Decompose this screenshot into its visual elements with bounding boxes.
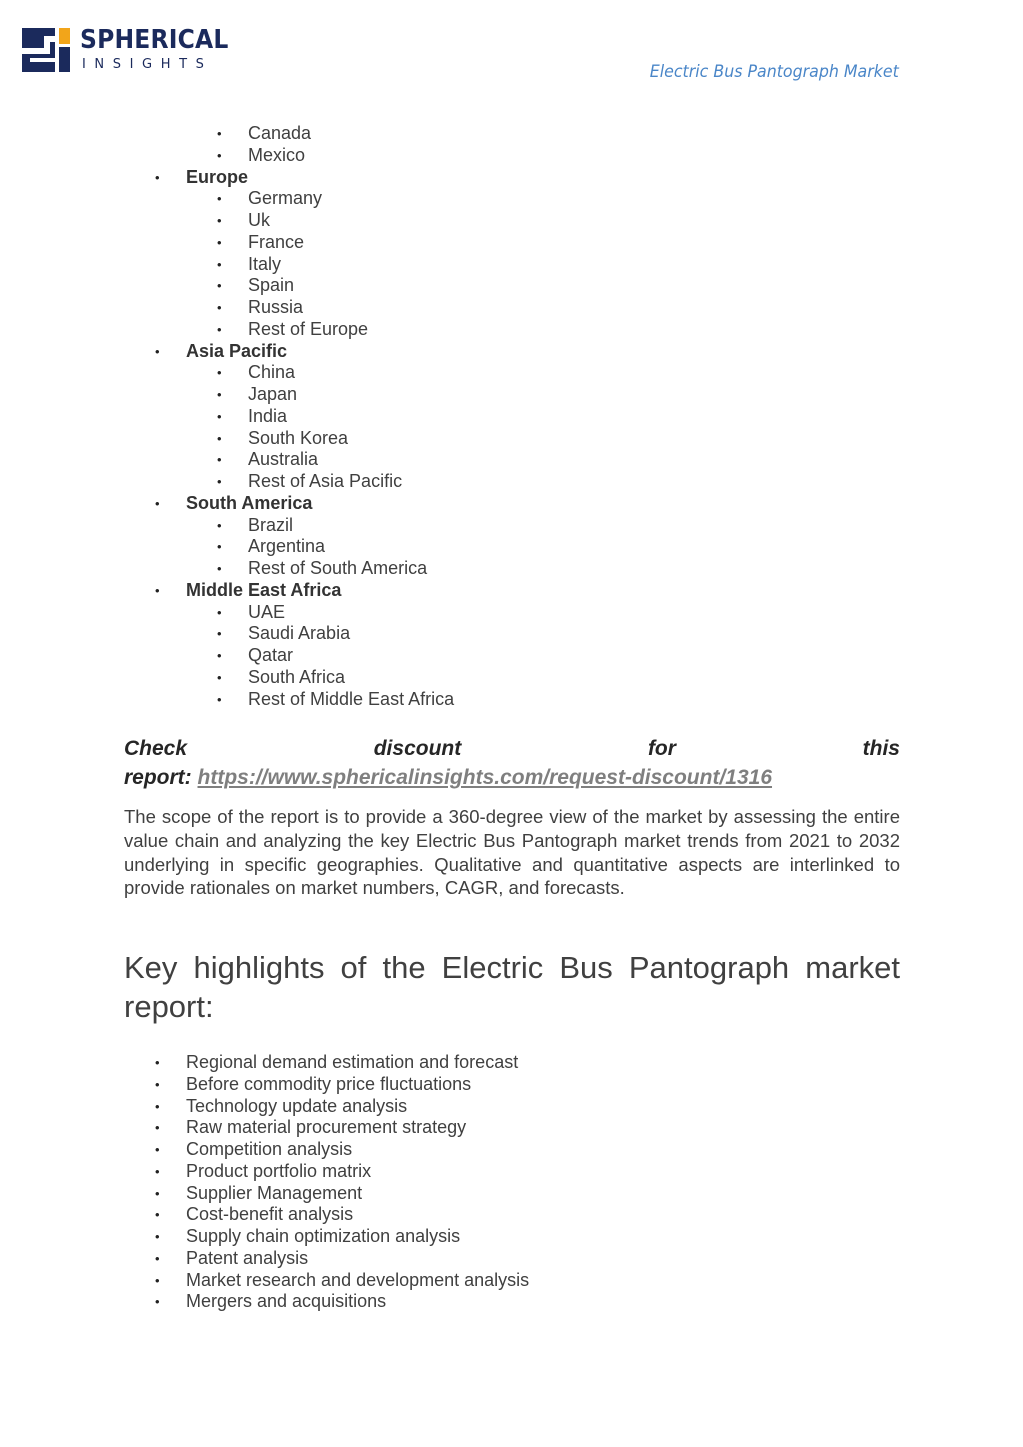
bullet-icon: • xyxy=(217,321,222,337)
country-label: Rest of Middle East Africa xyxy=(248,688,455,709)
bullet-icon: • xyxy=(217,517,222,533)
bullet-icon: • xyxy=(155,495,160,511)
discount-callout xyxy=(124,734,900,792)
bullet-icon: • xyxy=(217,213,222,228)
bullet-icon: • xyxy=(217,256,222,272)
discount-callout-line xyxy=(124,763,900,792)
highlight-list-item xyxy=(0,1052,1023,1074)
highlight-label: Regional demand estimation and forecast xyxy=(186,1052,519,1072)
country-label: Rest of Asia Pacific xyxy=(248,471,403,491)
highlight-list-item xyxy=(0,1291,1023,1313)
highlight-list-item xyxy=(0,1248,1023,1270)
highlight-list-item xyxy=(0,1270,1023,1292)
highlight-list-item xyxy=(0,1226,1023,1248)
discount-word: Check xyxy=(124,737,188,760)
bullet-icon: • xyxy=(217,147,222,163)
country-list-item xyxy=(0,123,1023,145)
country-list-item xyxy=(0,558,1023,580)
highlight-label: Patent analysis xyxy=(186,1247,309,1268)
country-list-item xyxy=(0,623,1023,645)
country-list-item xyxy=(0,188,1023,210)
region-list-item xyxy=(0,341,1023,363)
country-list-item xyxy=(0,319,1023,341)
spherical-insights-logo-icon xyxy=(22,28,70,72)
highlight-label: Competition analysis xyxy=(186,1139,353,1159)
country-list-item xyxy=(0,275,1023,297)
country-label: South Korea xyxy=(248,427,349,448)
bullet-icon: • xyxy=(217,561,222,576)
country-label: Spain xyxy=(248,275,295,296)
country-label: Germany xyxy=(248,188,323,209)
discount-word: for xyxy=(647,737,676,760)
highlight-list-item xyxy=(0,1096,1023,1118)
logo-subtitle: INSIGHTS xyxy=(82,57,213,72)
country-label: India xyxy=(248,405,288,426)
bullet-icon: • xyxy=(155,1294,160,1310)
country-label: Rest of South America xyxy=(248,558,428,578)
country-list-item xyxy=(0,536,1023,558)
key-highlights-heading: Key highlights of the Electric Bus Pantograph market report: xyxy=(124,950,900,1024)
bullet-icon: • xyxy=(155,1272,160,1288)
region-list-item xyxy=(0,167,1023,189)
region-list-item xyxy=(0,493,1023,515)
country-list-item xyxy=(0,254,1023,276)
country-label: Argentina xyxy=(248,536,326,557)
country-label: Uk xyxy=(248,210,270,230)
country-label: Qatar xyxy=(248,645,294,665)
highlight-list-item xyxy=(0,1074,1023,1096)
bullet-icon: • xyxy=(217,626,222,642)
bullet-icon: • xyxy=(217,234,222,250)
bullet-icon: • xyxy=(155,1250,160,1266)
company-logo xyxy=(22,26,232,74)
highlight-list-item xyxy=(0,1204,1023,1226)
highlight-list-item xyxy=(0,1117,1023,1139)
country-label: Italy xyxy=(248,253,282,274)
highlight-label: Product portfolio matrix xyxy=(186,1160,372,1181)
country-label: Mexico xyxy=(248,144,306,165)
bullet-icon: • xyxy=(155,1120,160,1136)
bullet-icon: • xyxy=(155,1185,160,1201)
country-list-item xyxy=(0,645,1023,667)
bullet-icon: • xyxy=(155,1207,160,1223)
discount-prefix: report: xyxy=(124,766,198,789)
country-list-item xyxy=(0,210,1023,232)
discount-callout-line xyxy=(124,734,900,763)
country-list-item xyxy=(0,145,1023,167)
discount-link[interactable]: https://www.sphericalinsights.com/request-discount/1316 xyxy=(197,766,773,789)
region-label: South America xyxy=(186,492,313,513)
bullet-icon: • xyxy=(155,1098,160,1114)
region-label: Asia Pacific xyxy=(186,340,288,361)
country-label: China xyxy=(248,362,296,383)
country-list-item xyxy=(0,602,1023,624)
bullet-icon: • xyxy=(217,539,222,555)
bullet-icon: • xyxy=(217,474,222,489)
country-list-item xyxy=(0,689,1023,711)
bullet-icon: • xyxy=(155,1055,160,1070)
country-label: Japan xyxy=(248,384,298,404)
country-list-item xyxy=(0,667,1023,689)
bullet-icon: • xyxy=(155,582,160,598)
bullet-icon: • xyxy=(155,169,160,185)
region-label: Europe xyxy=(186,166,249,187)
scope-paragraph: The scope of the report is to provide a 360-degree view of the market by assessing the entire value chain and analyzing the key Electric Bus Pantograph market trends from 2021 to 2032 underlying in specific geographies. Qualitative and quantitative aspects are interlinked to provide rationales on market numbers, CAGR, and forecasts. xyxy=(124,806,900,899)
bullet-icon: • xyxy=(155,1229,160,1244)
bullet-icon: • xyxy=(217,648,222,663)
bullet-icon: • xyxy=(217,430,222,446)
highlight-label: Before commodity price fluctuations xyxy=(186,1073,472,1094)
bullet-icon: • xyxy=(217,365,222,381)
highlight-list-item xyxy=(0,1139,1023,1161)
highlight-label: Raw material procurement strategy xyxy=(186,1117,467,1138)
country-list-item xyxy=(0,428,1023,450)
bullet-icon: • xyxy=(217,691,222,707)
country-list-item xyxy=(0,471,1023,493)
country-label: Rest of Europe xyxy=(248,318,369,339)
bullet-icon: • xyxy=(155,1163,160,1179)
country-label: South Africa xyxy=(248,666,346,687)
country-list-item xyxy=(0,406,1023,428)
highlight-label: Cost-benefit analysis xyxy=(186,1204,354,1225)
highlight-list-item xyxy=(0,1161,1023,1183)
country-list-item xyxy=(0,384,1023,406)
country-label: UAE xyxy=(248,601,286,622)
key-highlights-list xyxy=(0,1052,1023,1313)
bullet-icon: • xyxy=(217,126,222,141)
bullet-icon: • xyxy=(217,408,222,424)
discount-word: discount xyxy=(373,737,462,760)
country-label: Australia xyxy=(248,449,319,470)
country-label: Canada xyxy=(248,123,312,143)
header-report-title: Electric Bus Pantograph Market xyxy=(649,62,899,82)
bullet-icon: • xyxy=(155,343,160,359)
highlight-label: Technology update analysis xyxy=(186,1095,408,1116)
bullet-icon: • xyxy=(217,452,222,468)
highlight-label: Supplier Management xyxy=(186,1182,363,1203)
highlight-list-item xyxy=(0,1183,1023,1205)
country-label: Saudi Arabia xyxy=(248,623,351,644)
bullet-icon: • xyxy=(217,669,222,685)
bullet-icon: • xyxy=(155,1142,160,1157)
highlight-label: Market research and development analysis xyxy=(186,1269,530,1290)
country-list-item xyxy=(0,232,1023,254)
country-list-item xyxy=(0,297,1023,319)
logo-wordmark: SPHERICAL xyxy=(80,25,229,55)
country-list-item xyxy=(0,515,1023,537)
region-label: Middle East Africa xyxy=(186,579,342,600)
region-list xyxy=(0,123,1023,710)
highlight-label: Supply chain optimization analysis xyxy=(186,1226,461,1246)
country-label: France xyxy=(248,231,305,252)
bullet-icon: • xyxy=(217,191,222,207)
bullet-icon: • xyxy=(217,278,222,294)
bullet-icon: • xyxy=(217,387,222,402)
bullet-icon: • xyxy=(155,1076,160,1092)
country-list-item xyxy=(0,449,1023,471)
bullet-icon: • xyxy=(217,300,222,315)
country-list-item xyxy=(0,362,1023,384)
region-list-item xyxy=(0,580,1023,602)
bullet-icon: • xyxy=(217,604,222,620)
discount-word: this xyxy=(862,737,900,760)
country-label: Russia xyxy=(248,297,304,317)
country-label: Brazil xyxy=(248,514,294,535)
highlight-label: Mergers and acquisitions xyxy=(186,1291,387,1312)
